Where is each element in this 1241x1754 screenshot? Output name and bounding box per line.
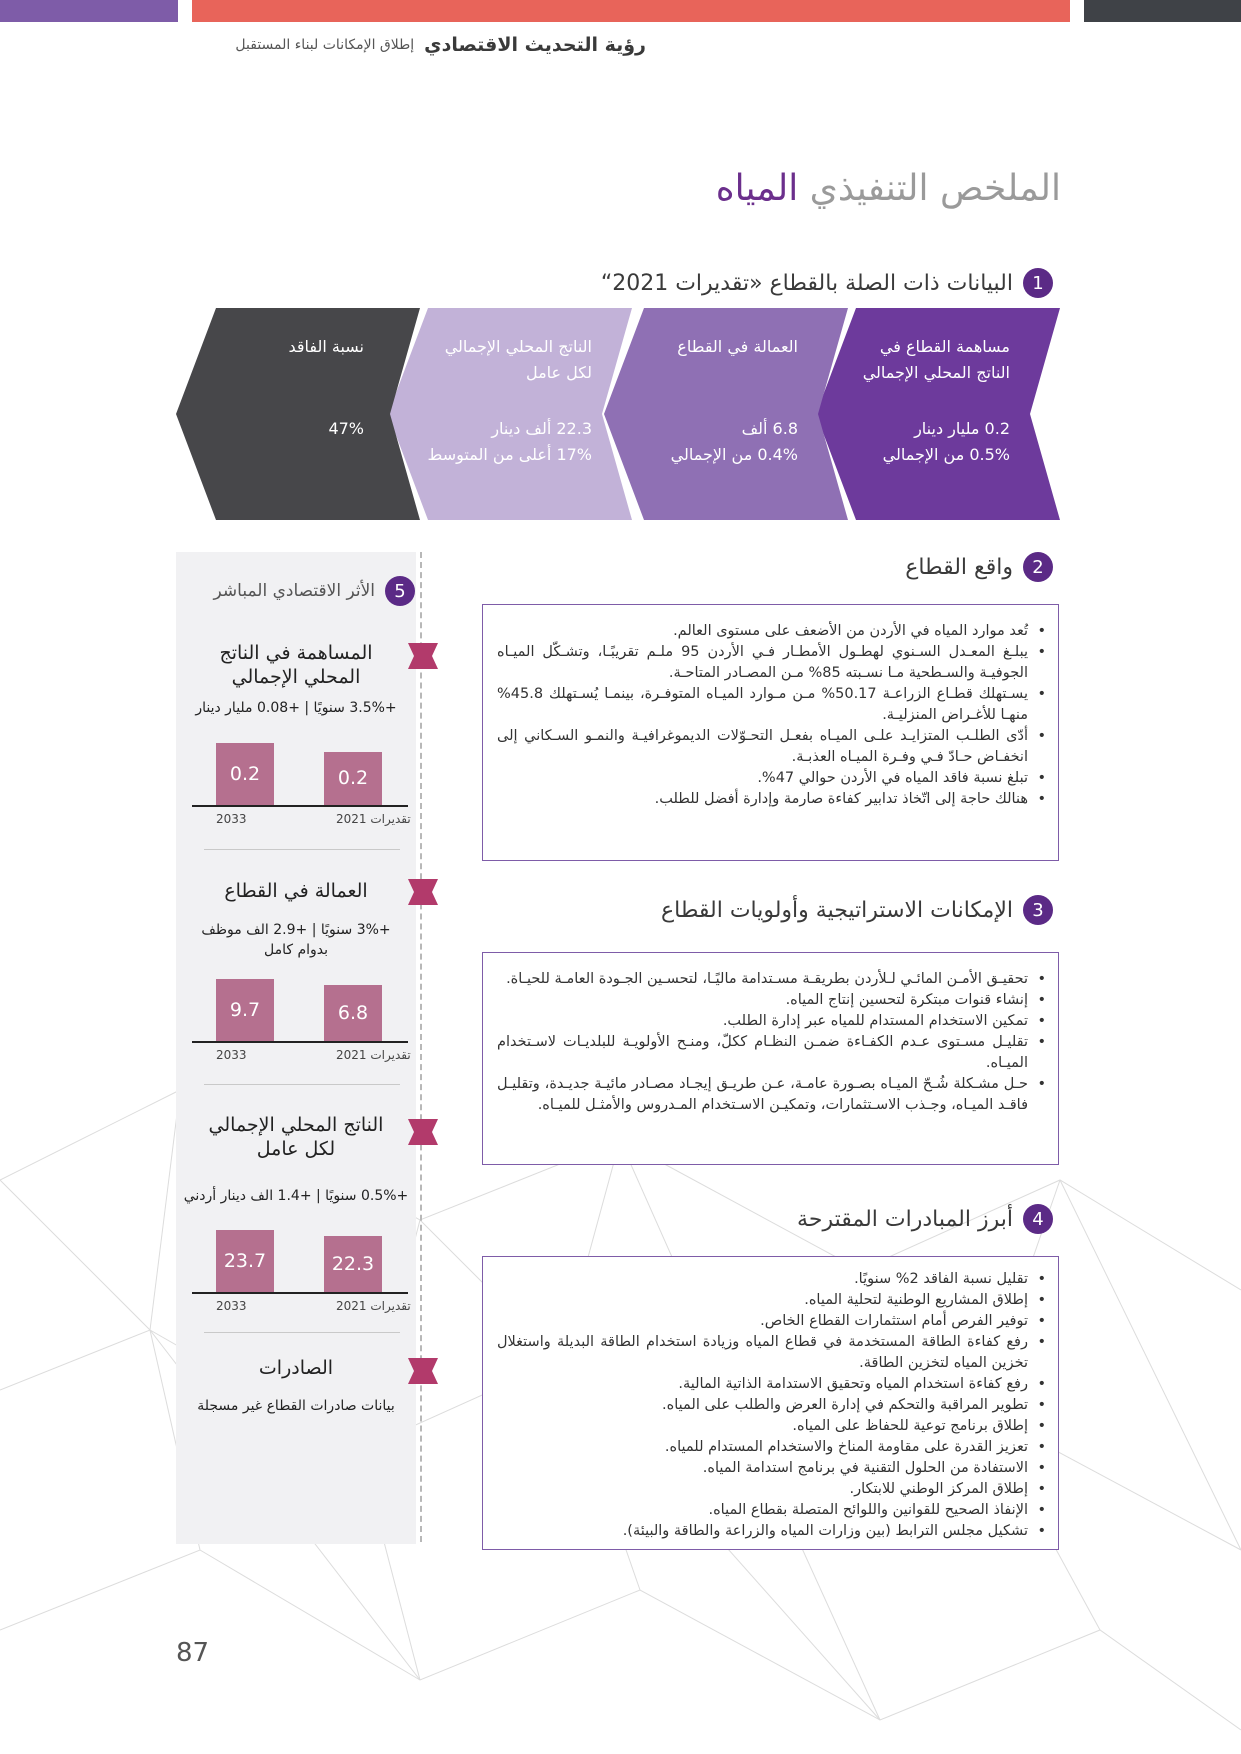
page-title-part1: الملخص التنفيذي (809, 168, 1061, 209)
impact-gdp-per-worker-title-line2: لكل عامل (256, 1138, 336, 1160)
list-item: • يبلـغ المعـدل السـنوي لهطـول الأمطـار فـي الأردن 95 ملـم تقريبًـا، وتشـكّل الميـاه الجوفيـة والسـطحية مـا نسـبته 85% مـن المصـادر المتاحـة. (497, 642, 1030, 684)
separator-2 (204, 1084, 400, 1085)
chevron-1-label-line2: الناتج المحلي الإجمالي (862, 363, 1010, 382)
section3-number: 3 (1023, 895, 1053, 925)
separator-1 (204, 849, 400, 850)
running-header (196, 30, 646, 60)
list-item: • تشكيل مجلس الترابط (بين وزارات المياه والزراعة والطاقة والبيئة). (497, 1521, 1030, 1542)
header-subtitle: إطلاق الإمكانات لبناء المستقبل (235, 37, 415, 53)
list-item: • هنالك حاجة إلى اتّخاذ تدابير كفاءة صارمة وإدارة أفضل للطلب. (497, 789, 1030, 810)
impact-gdp-per-worker-axis (192, 1292, 408, 1294)
impact-exports-title: الصادرات (258, 1357, 334, 1379)
dashed-divider (420, 552, 422, 1542)
section4-heading (797, 1204, 1053, 1234)
impact-gdp-subtitle: +3.5% سنويًا | +0.08 مليار دينار (195, 700, 397, 716)
list-item: • تقليل نسبة الفاقد 2% سنويًا. (497, 1269, 1030, 1290)
impact-gdp-bar-2021: 0.2 (324, 752, 382, 805)
strategic-priorities-list (497, 969, 1030, 1116)
section4-title: أبرز المبادرات المقترحة (797, 1206, 1013, 1232)
impact-gdp-per-worker-title (176, 1113, 416, 1161)
impact-gdp-bar-2033: 0.2 (216, 743, 274, 805)
list-item: • توفير الفرص أمام استثمارات القطاع الخاص. (497, 1311, 1030, 1332)
chevron-employment (604, 308, 848, 520)
impact-gdp-per-worker-label-2021: تقديرات 2021 (336, 1299, 411, 1313)
impact-gdp-label-2021: تقديرات 2021 (336, 812, 411, 826)
impact-employment-bar-2021: 6.8 (324, 985, 382, 1041)
impact-employment-axis (192, 1041, 408, 1043)
section5-heading (214, 576, 415, 606)
list-item: • إطلاق برنامج توعية للحفاظ على المياه. (497, 1416, 1030, 1437)
impact-gdp-per-worker-bar-2033: 23.7 (216, 1230, 274, 1292)
list-item: • إنشاء قنوات مبتكرة لتحسين إنتاج المياه. (497, 990, 1030, 1011)
header-title: رؤية التحديث الاقتصادي (424, 34, 646, 56)
chevron-1-label-line1: مساهمة القطاع في (879, 337, 1010, 356)
section3-title: الإمكانات الاستراتيجية وأولويات القطاع (661, 897, 1013, 923)
list-item: • الاستفادة من الحلول التقنية في برنامج استدامة المياه. (497, 1458, 1030, 1479)
list-item: • رفع كفاءة استخدام المياه وتحقيق الاستدامة الذاتية المالية. (497, 1374, 1030, 1395)
impact-exports-subtitle: بيانات صادرات القطاع غير مسجلة (197, 1398, 395, 1414)
list-item: • تبلغ نسبة فاقد المياه في الأردن حوالي 47%. (497, 768, 1030, 789)
top-bar-dark (1084, 0, 1241, 22)
impact-employment-title: العمالة في القطاع (224, 880, 368, 902)
impact-employment-subtitle: +3% سنويًا | +2.9 الف موظف بدوام كامل (201, 922, 391, 958)
chevron-1-value-line1: 0.2 مليار دينار (914, 419, 1010, 438)
impact-gdp-per-worker-label-2033: 2033 (216, 1299, 247, 1313)
section4-number: 4 (1023, 1204, 1053, 1234)
separator-3 (204, 1332, 400, 1333)
initiatives-box (482, 1256, 1059, 1550)
impact-employment-bar-2033: 9.7 (216, 979, 274, 1041)
impact-gdp-title-line1: المساهمة في الناتج (219, 642, 373, 664)
section3-heading (661, 895, 1053, 925)
impact-employment-label-2033: 2033 (216, 1048, 247, 1062)
impact-gdp-axis (192, 805, 408, 807)
list-item: • تقليـل مسـتوى عـدم الكفـاءة ضمـن النظـام ككلّ، ومنـح الأولويـة للبلديـات لاسـتخدام الميـاه. (497, 1032, 1030, 1074)
top-bar-purple (0, 0, 178, 22)
section1-title: البيانات ذات الصلة بالقطاع «تقديرات 2021“ (600, 270, 1013, 296)
chevron-2-label-line1: العمالة في القطاع (677, 337, 798, 356)
section1-number: 1 (1023, 268, 1053, 298)
chevron-3-label-line2: لكل عامل (525, 363, 592, 382)
list-item: • تطوير المراقبة والتحكم في إدارة العرض والطلب على المياه. (497, 1395, 1030, 1416)
chevron-2-value-line1: 6.8 ألف (741, 419, 798, 438)
impact-gdp-per-worker-title-line1: الناتج المحلي الإجمالي (208, 1114, 384, 1136)
chevron-2-value-line2: 0.4% من الإجمالي (670, 445, 798, 464)
list-item: • إطلاق المركز الوطني للابتكار. (497, 1479, 1030, 1500)
page-title-part2: المياه (715, 168, 799, 209)
list-item: • الإنفاذ الصحيح للقوانين واللوائح المتصلة بقطاع المياه. (497, 1500, 1030, 1521)
impact-employment-label-2021: تقديرات 2021 (336, 1048, 411, 1062)
sector-reality-list (497, 621, 1030, 810)
chevron-3-label-line1: الناتج المحلي الإجمالي (444, 337, 592, 356)
list-item: • حـل مشـكلة شُـحّ الميـاه بصـورة عامـة، عـن طريـق إيجـاد مصـادر مائيـة جديـدة، وتقليـل فاقـد الميـاه، وجـذب الاسـتثمارات، وتمكيـن الاسـتخدام المـدروس والأمثـل للميـاه. (497, 1074, 1030, 1116)
impact-gdp-label-2033: 2033 (216, 812, 247, 826)
chevron-gdp-contribution (816, 308, 1060, 520)
section2-heading (905, 552, 1053, 582)
chevron-4-value-line1: 47% (328, 419, 364, 438)
list-item: • إطلاق المشاريع الوطنية لتحلية المياه. (497, 1290, 1030, 1311)
initiatives-list (497, 1269, 1030, 1542)
list-item: • يسـتهلك قطـاع الزراعـة 50.17% مـن مـوارد الميـاه المتوفـرة، بينمـا يُسـتهلك 45.8% منهـا للأغـراض المنزليـة. (497, 684, 1030, 726)
chevron-1-value-line2: 0.5% من الإجمالي (882, 445, 1010, 464)
impact-gdp-per-worker-bar-2021: 22.3 (324, 1236, 382, 1292)
list-item: • تعزيز القدرة على مقاومة المناخ والاستخدام المستدام للمياه. (497, 1437, 1030, 1458)
page-title (716, 168, 1061, 209)
chevron-4-label-line1: نسبة الفاقد (288, 337, 364, 356)
list-item: • تُعد موارد المياه في الأردن من الأضعف على مستوى العالم. (497, 621, 1030, 642)
chevron-water-loss (176, 308, 420, 520)
impact-gdp-title-line2: المحلي الإجمالي (231, 666, 361, 688)
impact-gdp-per-worker-subtitle: +0.5% سنويًا | +1.4 الف دينار أردني (183, 1188, 409, 1204)
chevron-3-value-line1: 22.3 ألف دينار (491, 419, 592, 438)
top-bar-red (192, 0, 1070, 22)
section1-heading (601, 268, 1053, 298)
chevron-gdp-per-worker (388, 308, 632, 520)
list-item: • تمكين الاستخدام المستدام للمياه عبر إدارة الطلب. (497, 1011, 1030, 1032)
section5-number: 5 (385, 576, 415, 606)
strategic-priorities-box (482, 952, 1059, 1165)
chevron-3-value-line2: 17% أعلى من المتوسط (427, 445, 592, 464)
list-item: • تحقيـق الأمـن المائـي لـلأردن بطريقـة مسـتدامة ماليًـا، لتحسـين الجـودة العامـة للحيـاة. (497, 969, 1030, 990)
list-item: • أدّى الطلـب المتزايـد علـى الميـاه بفعـل التحـوّلات الديموغرافيـة والنمـو السـكاني إلى انخفـاض حـادّ فـي وفـرة الميـاه العذبـة. (497, 726, 1030, 768)
page-number: 87 (176, 1638, 210, 1668)
section2-title: واقع القطاع (905, 554, 1013, 580)
impact-gdp-title (176, 641, 416, 689)
sector-reality-box (482, 604, 1059, 861)
list-item: • رفع كفاءة الطاقة المستخدمة في قطاع المياه وزيادة استخدام الطاقة البديلة واستغلال تخزين المياه لتخزين الطاقة. (497, 1332, 1030, 1374)
sector-data-chevrons (176, 308, 1060, 520)
section5-title: الأثر الاقتصادي المباشر (213, 581, 375, 601)
section2-number: 2 (1023, 552, 1053, 582)
